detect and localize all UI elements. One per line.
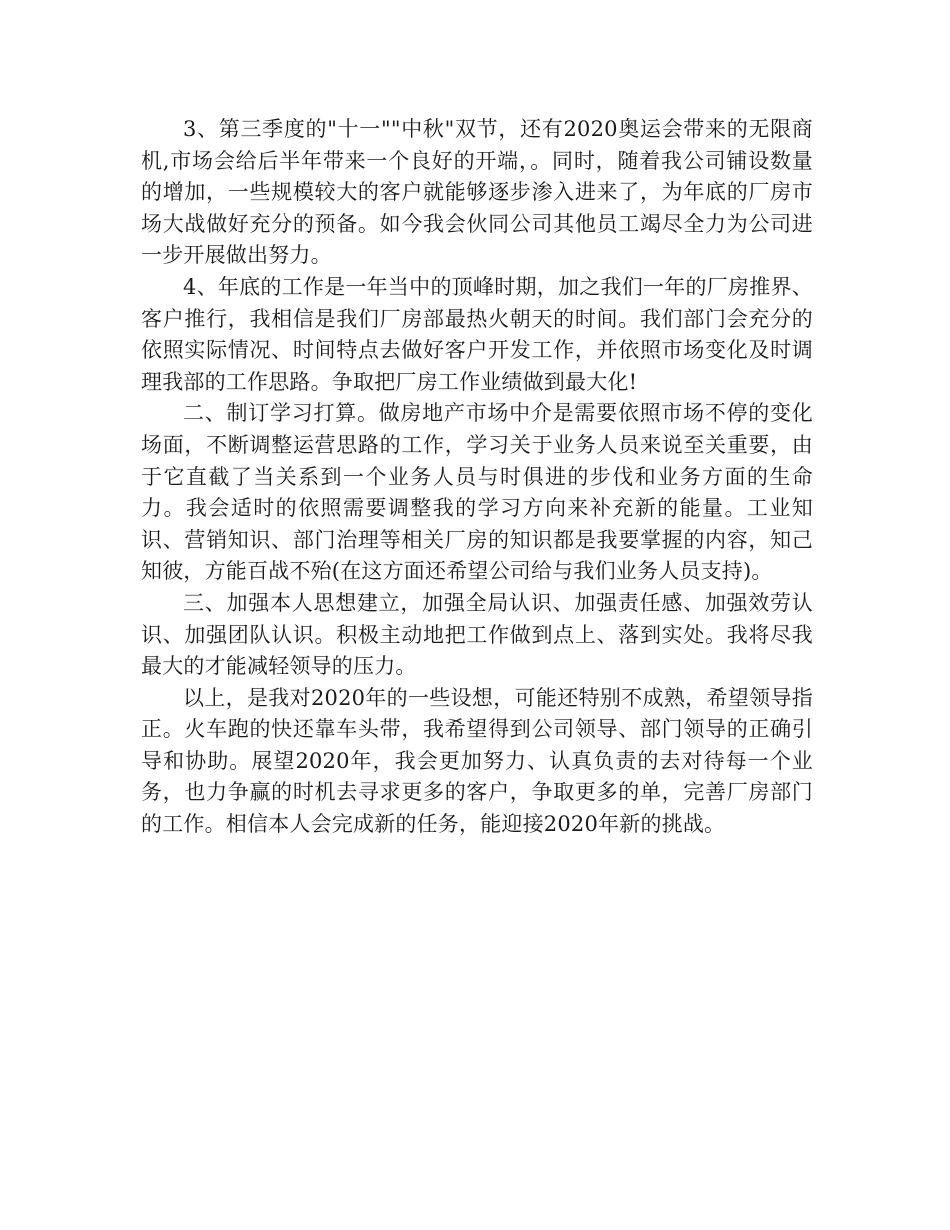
document-body <box>141 114 813 841</box>
paragraph-self-improvement: 三、加强本人思想建立，加强全局认识、加强责任感、加强效劳认识、加强团队认识。积极主动地把工作做到点上、落到实处。我将尽我最大的才能减轻领导的压力。 <box>141 590 813 679</box>
paragraph-study-plan: 二、制订学习打算。做房地产市场中介是需要依照市场不停的变化场面，不断调整运营思路的工作，学习关于业务人员来说至关重要，由于它直截了当关系到一个业务人员与时俱进的步伐和业务方面的生命力。我会适时的依照需要调整我的学习方向来补充新的能量。工业知识、营销知识、部门治理等相关厂房的知识都是我要掌握的内容，知己知彼，方能百战不殆(在这方面还希望公司给与我们业务人员支持)。 <box>141 401 813 584</box>
paragraph-q3-plan: 3、第三季度的"十一""中秋"双节，还有2020奥运会带来的无限商机,市场会给后半年带来一个良好的开端，。同时，随着我公司铺设数量的增加，一些规模较大的客户就能够逐步渗入进来了，为年底的厂房市场大战做好充分的预备。如今我会伙同公司其他员工竭尽全力为公司进一步开展做出努力。 <box>141 117 813 268</box>
paragraph-conclusion: 以上，是我对2020年的一些设想，可能还特别不成熟，希望领导指正。火车跑的快还靠车头带，我希望得到公司领导、部门领导的正确引导和协助。展望2020年，我会更加努力、认真负责的去对待每一个业务，也力争赢的时机去寻求更多的客户，争取更多的单，完善厂房部门的工作。相信本人会完成新的任务，能迎接2020年新的挑战。 <box>141 685 813 837</box>
paragraph-year-end-plan: 4、年底的工作是一年当中的顶峰时期，加之我们一年的厂房推界、客户推行，我相信是我们厂房部最热火朝天的时间。我们部门会充分的依照实际情况、时间特点去做好客户开发工作，并依照市场变化及时调理我部的工作思路。争取把厂房工作业绩做到最大化! <box>141 274 813 394</box>
